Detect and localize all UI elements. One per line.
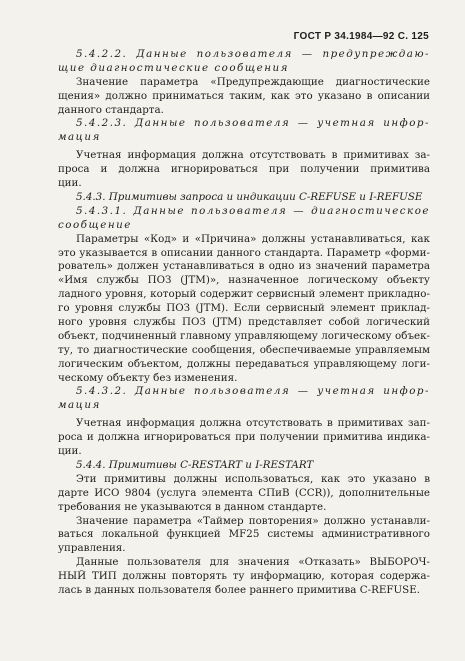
paragraph-line: данного стандарта. bbox=[58, 103, 164, 116]
paragraph-line: лась в данных пользователя более раннего примитива C-REFUSE. bbox=[58, 584, 421, 597]
section-5-4-4-title: 5.4.4. Примитивы C-RESTART и I-RESTART bbox=[76, 458, 314, 471]
paragraph-line: Эти примитивы должны использоваться, как это указано в bbox=[76, 472, 430, 485]
section-5-4-3-2-title: 5.4.3.2. Данные пользователя — учетная инфор- bbox=[76, 385, 430, 398]
paragraph-line: это указывается в описании данного стандарта. Параметр «форми- bbox=[58, 246, 430, 259]
paragraph-line: ваться локальной функцией MF25 системы административного bbox=[58, 528, 430, 541]
paragraph-line: Значение параметра «Предупреждающие диагностические bbox=[76, 75, 430, 88]
paragraph-line: Значение параметра «Таймер повторения» должно устанавли- bbox=[76, 514, 430, 527]
paragraph-line: Данные пользователя для значения «Отказать» ВЫБОРОЧ- bbox=[76, 556, 430, 569]
paragraph-line: дарте ИСО 9804 (услуга элемента СПиВ (CCR)), дополнительные bbox=[58, 486, 430, 499]
paragraph-line: Учетная информация должна отсутствовать в примитивах за- bbox=[76, 149, 430, 162]
paragraph-line: управления. bbox=[58, 542, 126, 555]
paragraph-line: «Имя службы ПОЗ (JTM)», назначенное логическому объекту bbox=[58, 274, 430, 287]
section-5-4-2-3-title: 5.4.2.3. Данные пользователя — учетная инфор- bbox=[76, 117, 430, 130]
paragraph-line: требования не указываются в данном стандарте. bbox=[58, 500, 327, 513]
paragraph-line: ческому объекту без изменения. bbox=[58, 371, 238, 384]
paragraph-line: Учетная информация должна отсутствовать в примитивах зап- bbox=[76, 417, 430, 430]
section-5-4-3-1-title: 5.4.3.1. Данные пользователя — диагностическое bbox=[76, 204, 430, 217]
paragraph-line: Параметры «Код» и «Причина» должны устанавливаться, как bbox=[76, 232, 430, 245]
paragraph-line: рователь» должен устанавливаться в одно из значений параметра bbox=[58, 260, 430, 273]
paragraph-line: ту, то диагностические сообщения, обеспечиваемые управляемым bbox=[58, 343, 430, 356]
document-body bbox=[58, 48, 430, 598]
paragraph-line: ции. bbox=[58, 445, 82, 458]
section-5-4-3-title: 5.4.3. Примитивы запроса и индикации C-REFUSE и I-REFUSE bbox=[76, 190, 423, 203]
page-header: ГОСТ Р 34.1984—92 С. 125 bbox=[293, 31, 429, 42]
paragraph-line: проса и должна игнорироваться при получении примитива bbox=[58, 163, 430, 176]
section-5-4-2-2-title-cont: щие диагностические сообщения bbox=[58, 61, 289, 74]
paragraph-line: роса и должна игнорироваться при получении примитива индика- bbox=[58, 431, 430, 444]
section-5-4-2-3-title-cont: мация bbox=[58, 131, 101, 144]
paragraph-line: го уровня службы ПОЗ (JTM). Если сервисный элемент приклад- bbox=[58, 302, 430, 315]
paragraph-line: ного уровня службы ПОЗ (JTM) представляет собой логический bbox=[58, 316, 430, 329]
section-5-4-2-2-title: 5.4.2.2. Данные пользователя — предупреждаю- bbox=[76, 48, 430, 60]
paragraph-line: щения» должно приниматься таким, как это указано в описании bbox=[58, 89, 430, 102]
section-5-4-3-1-title-cont: сообщение bbox=[58, 218, 132, 231]
paragraph-line: ладного уровня, который содержит сервисный элемент прикладно- bbox=[58, 288, 430, 301]
section-5-4-3-2-title-cont: мация bbox=[58, 399, 101, 412]
paragraph-line: НЫЙ ТИП должны повторять ту информацию, которая содержа- bbox=[58, 570, 430, 583]
paragraph-line: логическим объектом, должны передаваться управляющему логи- bbox=[58, 357, 430, 370]
paragraph-line: ции. bbox=[58, 177, 82, 190]
paragraph-line: объект, подчиненный главному управляющему логическому объек- bbox=[58, 329, 430, 342]
